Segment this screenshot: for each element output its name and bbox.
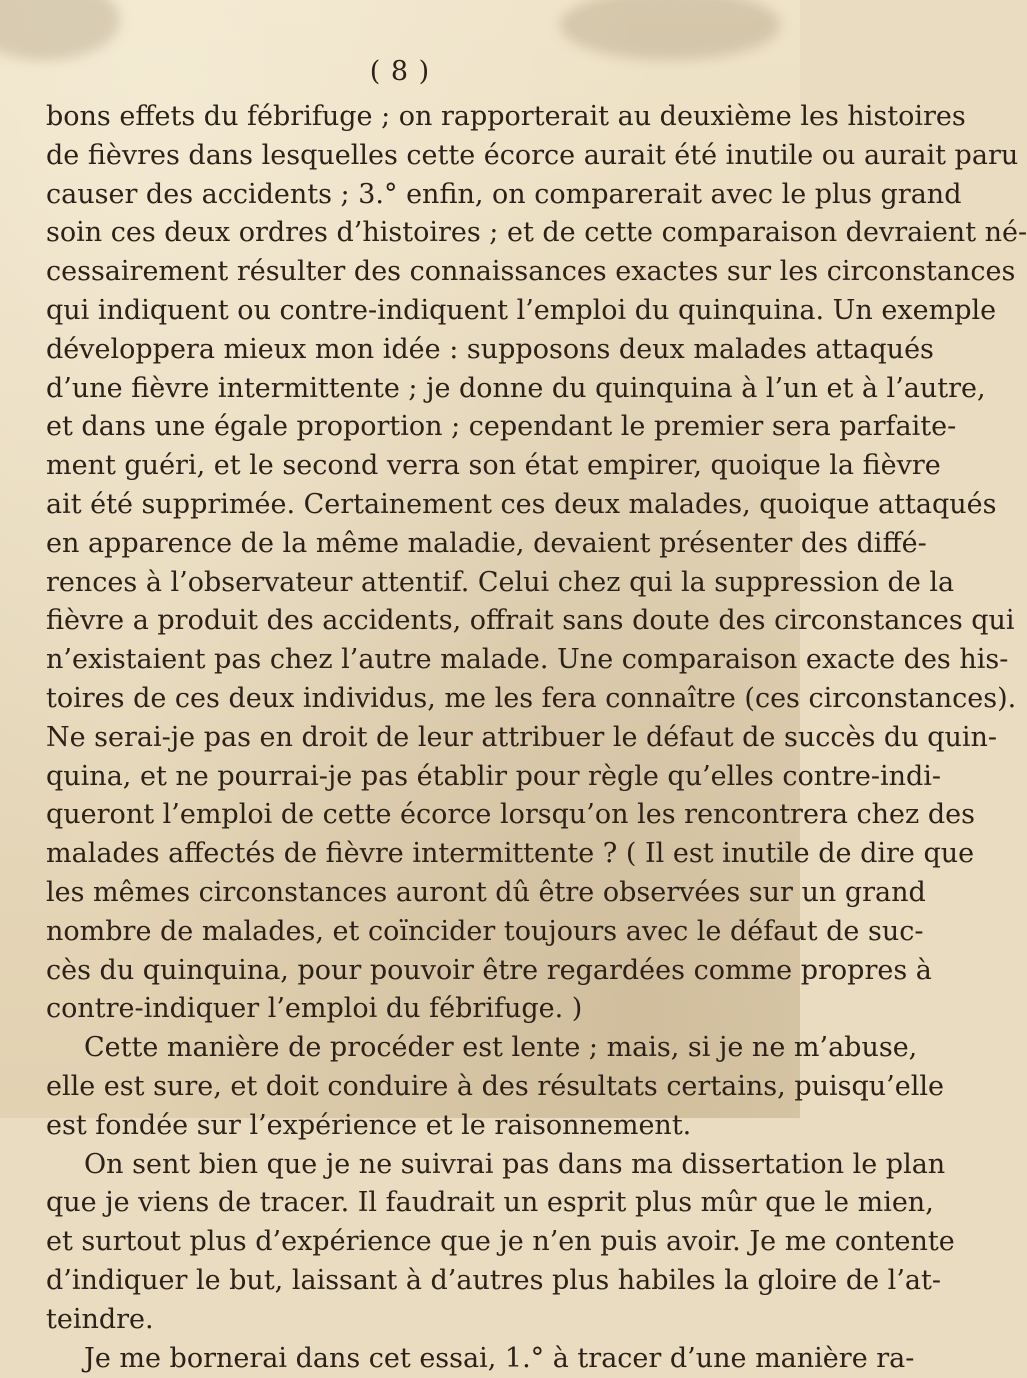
paper-stain bbox=[0, 0, 120, 60]
text-line: ait été supprimée. Certainement ces deux malades, quoique attaqués bbox=[46, 486, 772, 525]
text-line: est fondée sur l’expérience et le raisonnement. bbox=[46, 1107, 772, 1146]
text-line: bons effets du fébrifuge ; on rapporterait au deuxième les histoires bbox=[46, 98, 772, 137]
text-line: contre-indiquer l’emploi du fébrifuge. ) bbox=[46, 990, 772, 1029]
text-line: les mêmes circonstances auront dû être observées sur un grand bbox=[46, 874, 772, 913]
text-line: en apparence de la même maladie, devaient présenter des diffé- bbox=[46, 525, 772, 564]
text-line: On sent bien que je ne suivrai pas dans ma dissertation le plan bbox=[46, 1146, 772, 1185]
text-line: d’indiquer le but, laissant à d’autres plus habiles la gloire de l’at- bbox=[46, 1262, 772, 1301]
text-line: cès du quinquina, pour pouvoir être regardées comme propres à bbox=[46, 952, 772, 991]
text-line: causer des accidents ; 3.° enfin, on comparerait avec le plus grand bbox=[46, 176, 772, 215]
text-line: et dans une égale proportion ; cependant le premier sera parfaite- bbox=[46, 408, 772, 447]
text-line: développera mieux mon idée : supposons deux malades attaqués bbox=[46, 331, 772, 370]
text-line: Je me bornerai dans cet essai, 1.° à tracer d’une manière ra- bbox=[46, 1340, 772, 1378]
text-line: ment guéri, et le second verra son état empirer, quoique la fièvre bbox=[46, 447, 772, 486]
text-line: toires de ces deux individus, me les fera connaître (ces circonstances). bbox=[46, 680, 772, 719]
text-line: teindre. bbox=[46, 1301, 772, 1340]
text-line: quina, et ne pourrai-je pas établir pour règle qu’elles contre-indi- bbox=[46, 758, 772, 797]
text-line: que je viens de tracer. Il faudrait un esprit plus mûr que le mien, bbox=[46, 1184, 772, 1223]
text-line: nombre de malades, et coïncider toujours avec le défaut de suc- bbox=[46, 913, 772, 952]
text-line: cessairement résulter des connaissances exactes sur les circonstances bbox=[46, 253, 772, 292]
text-line: malades affectés de fièvre intermittente ? ( Il est inutile de dire que bbox=[46, 835, 772, 874]
text-line: d’une fièvre intermittente ; je donne du quinquina à l’un et à l’autre, bbox=[46, 370, 772, 409]
text-line: et surtout plus d’expérience que je n’en puis avoir. Je me contente bbox=[46, 1223, 772, 1262]
text-line: soin ces deux ordres d’histoires ; et de cette comparaison devraient né- bbox=[46, 214, 772, 253]
body-text bbox=[46, 98, 772, 1378]
text-line: fièvre a produit des accidents, offrait sans doute des circonstances qui bbox=[46, 602, 772, 641]
text-line: elle est sure, et doit conduire à des résultats certains, puisqu’elle bbox=[46, 1068, 772, 1107]
text-line: rences à l’observateur attentif. Celui chez qui la suppression de la bbox=[46, 564, 772, 603]
text-line: Ne serai-je pas en droit de leur attribuer le défaut de succès du quin- bbox=[46, 719, 772, 758]
text-line: queront l’emploi de cette écorce lorsqu’on les rencontrera chez des bbox=[46, 796, 772, 835]
text-line: n’existaient pas chez l’autre malade. Une comparaison exacte des his- bbox=[46, 641, 772, 680]
text-line: de fièvres dans lesquelles cette écorce aurait été inutile ou aurait paru bbox=[46, 137, 772, 176]
paper-stain bbox=[560, 0, 780, 60]
text-line: qui indiquent ou contre-indiquent l’emploi du quinquina. Un exemple bbox=[46, 292, 772, 331]
text-line: Cette manière de procéder est lente ; mais, si je ne m’abuse, bbox=[46, 1029, 772, 1068]
page-number: ( 8 ) bbox=[0, 56, 800, 87]
